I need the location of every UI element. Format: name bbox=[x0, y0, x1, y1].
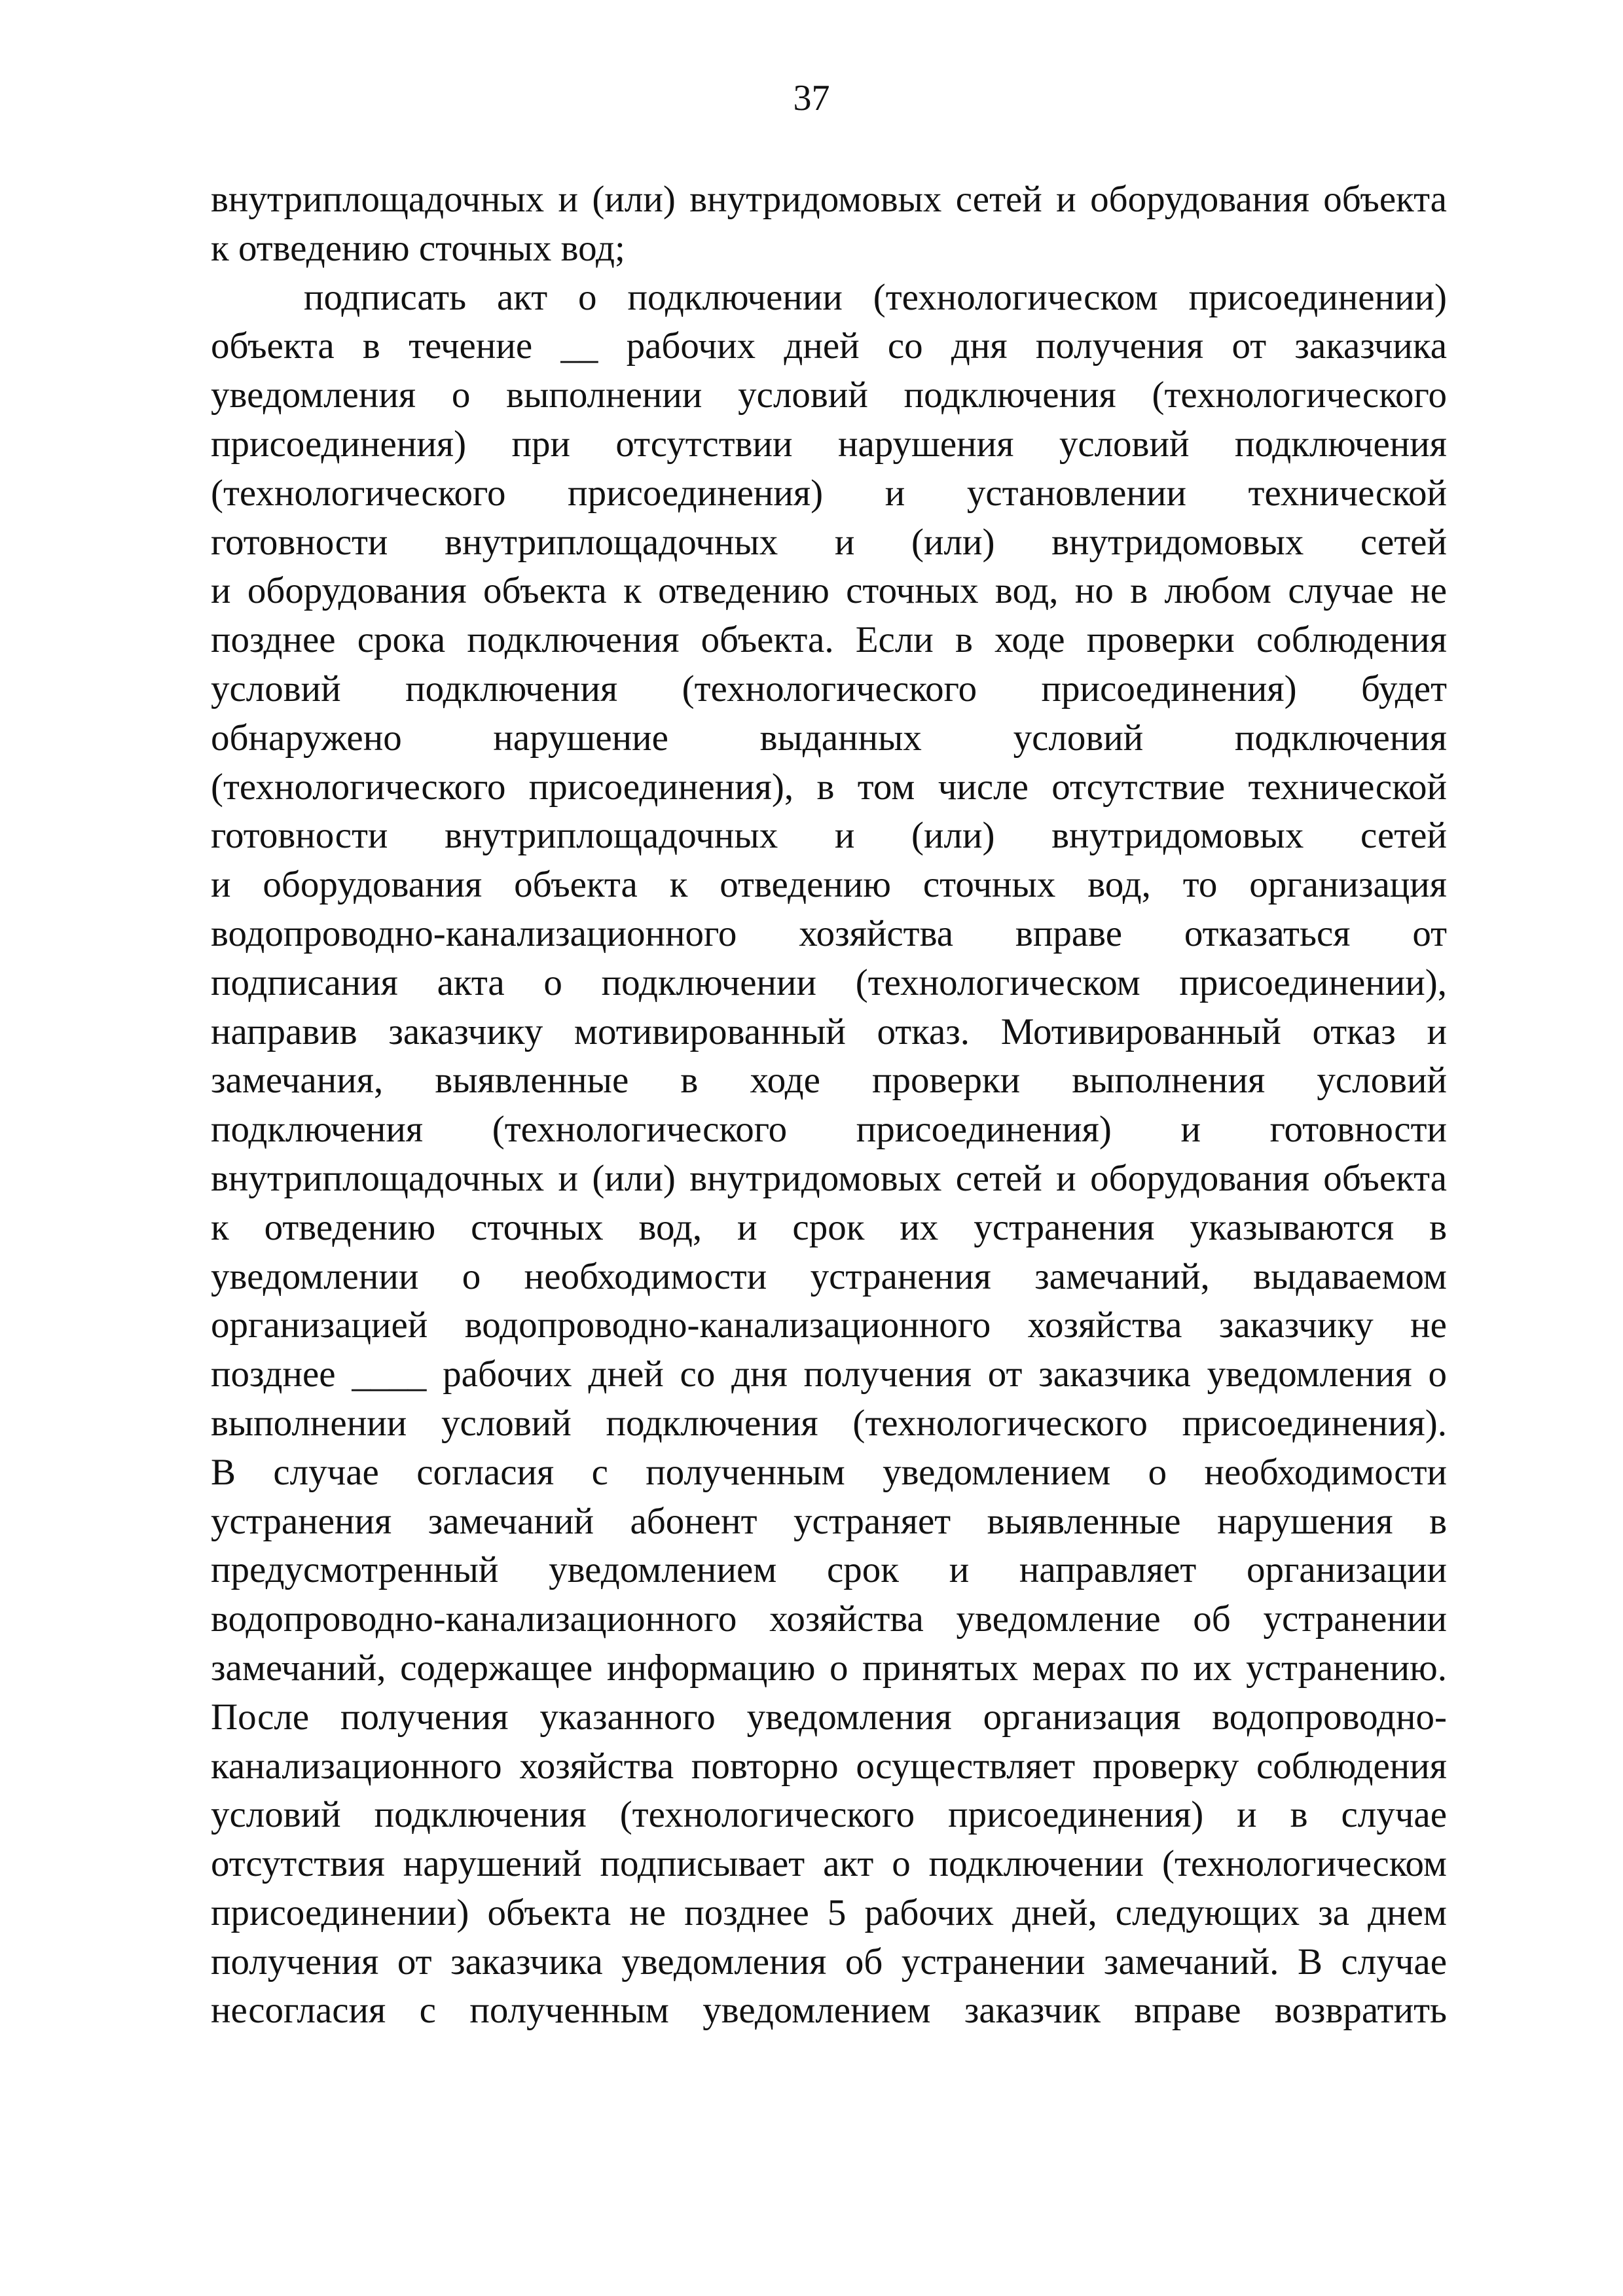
text-line: После получения указанного уведомления организация водопроводно- bbox=[211, 1696, 1447, 1738]
text-line: внутриплощадочных и (или) внутридомовых сетей и оборудования объекта bbox=[211, 1157, 1447, 1199]
text-line: замечания, выявленные в ходе проверки выполнения условий bbox=[211, 1060, 1447, 1102]
text-line: канализационного хозяйства повторно осуществляет проверку соблюдения bbox=[211, 1745, 1447, 1787]
text-line: обнаружено нарушение выданных условий подключения bbox=[211, 717, 1447, 759]
text-line: предусмотренный уведомлением срок и направляет организации bbox=[211, 1549, 1447, 1591]
text-line: В случае согласия с полученным уведомлением о необходимости bbox=[211, 1451, 1447, 1493]
text-line: водопроводно-канализационного хозяйства вправе отказаться от bbox=[211, 912, 1447, 954]
text-line: отсутствия нарушений подписывает акт о подключении (технологическом bbox=[211, 1843, 1447, 1885]
text-line: готовности внутриплощадочных и (или) внутридомовых сетей bbox=[211, 815, 1447, 857]
text-line: подписать акт о подключении (технологическом присоединении) bbox=[304, 276, 1447, 318]
text-line: присоединении) объекта не позднее 5 рабочих дней, следующих за днем bbox=[211, 1892, 1447, 1933]
text-line: устранения замечаний абонент устраняет выявленные нарушения в bbox=[211, 1500, 1447, 1542]
text-line: (технологического присоединения) и установлении технической bbox=[211, 472, 1447, 514]
text-line: уведомлении о необходимости устранения замечаний, выдаваемом bbox=[211, 1255, 1447, 1297]
text-line: к отведению сточных вод, и срок их устранения указываются в bbox=[211, 1206, 1447, 1248]
text-line: и оборудования объекта к отведению сточных вод, но в любом случае не bbox=[211, 570, 1447, 612]
text-line: и оборудования объекта к отведению сточных вод, то организация bbox=[211, 864, 1447, 906]
text-line: условий подключения (технологического присоединения) и в случае bbox=[211, 1794, 1447, 1836]
text-line: получения от заказчика уведомления об устранении замечаний. В случае bbox=[211, 1941, 1447, 1982]
text-line: направив заказчику мотивированный отказ. Мотивированный отказ и bbox=[211, 1011, 1447, 1052]
text-line: присоединения) при отсутствии нарушения условий подключения bbox=[211, 423, 1447, 465]
text-line: подключения (технологического присоединения) и готовности bbox=[211, 1109, 1447, 1151]
text-line: к отведению сточных вод; bbox=[211, 227, 625, 269]
text-line: готовности внутриплощадочных и (или) внутридомовых сетей bbox=[211, 521, 1447, 563]
text-line: замечаний, содержащее информацию о принятых мерах по их устранению. bbox=[211, 1647, 1447, 1689]
text-line: условий подключения (технологического присоединения) будет bbox=[211, 668, 1447, 709]
document-body bbox=[211, 175, 1447, 2036]
text-line: позднее срока подключения объекта. Если в ходе проверки соблюдения bbox=[211, 619, 1447, 661]
text-line: объекта в течение __ рабочих дней со дня получения от заказчика bbox=[211, 325, 1447, 367]
text-line: выполнении условий подключения (технологического присоединения). bbox=[211, 1402, 1447, 1444]
text-line: водопроводно-канализационного хозяйства уведомление об устранении bbox=[211, 1598, 1447, 1640]
text-line: подписания акта о подключении (технологическом присоединении), bbox=[211, 961, 1447, 1003]
text-line: (технологического присоединения), в том числе отсутствие технической bbox=[211, 766, 1447, 808]
text-line: несогласия с полученным уведомлением заказчик вправе возвратить bbox=[211, 1990, 1447, 2032]
text-line: организацией водопроводно-канализационного хозяйства заказчику не bbox=[211, 1304, 1447, 1346]
text-line: позднее ____ рабочих дней со дня получения от заказчика уведомления о bbox=[211, 1354, 1447, 1395]
text-line: внутриплощадочных и (или) внутридомовых сетей и оборудования объекта bbox=[211, 179, 1447, 220]
text-line: уведомления о выполнении условий подключения (технологического bbox=[211, 374, 1447, 416]
page-number: 37 bbox=[793, 78, 830, 118]
